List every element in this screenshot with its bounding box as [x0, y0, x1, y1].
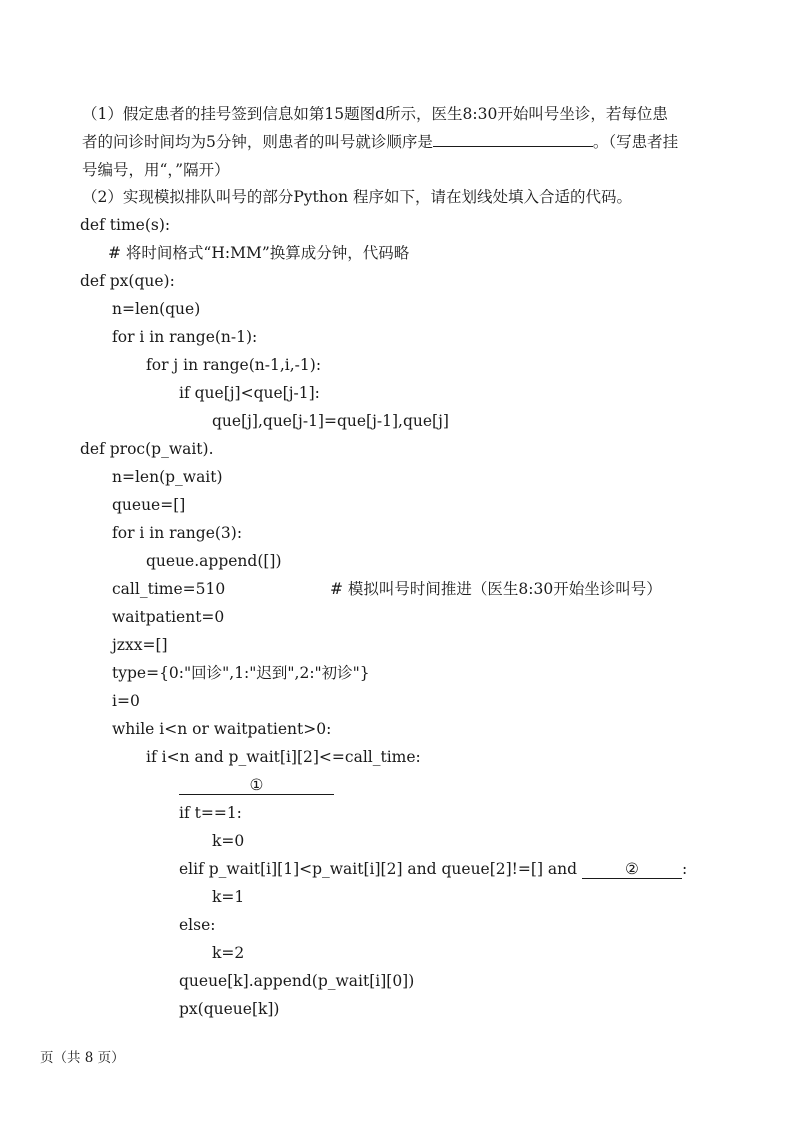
- question-part1-line3: 号编号，用“，”隔开）: [82, 161, 230, 179]
- question-part1-line2: [82, 130, 772, 154]
- code-line: k=0: [212, 832, 245, 850]
- code-line: [179, 774, 800, 796]
- code-line: k=1: [212, 888, 245, 906]
- question-part2-line: （2）实现模拟排队叫号的部分Python 程序如下，请在划线处填入合适的代码。: [82, 188, 633, 206]
- answer-blank-1: ①: [179, 776, 334, 795]
- code-line: call_time=510: [112, 580, 226, 598]
- answer-blank-2: ②: [582, 860, 682, 879]
- code-line: n=len(p_wait): [112, 468, 223, 486]
- question-part1-line1: （1）假定患者的挂号签到信息如第15题图d所示，医生8:30开始叫号坐诊，若每位患: [82, 105, 668, 123]
- code-line: else:: [179, 916, 216, 934]
- code-line: px(queue[k]): [179, 1000, 280, 1018]
- code-text: :: [682, 860, 688, 878]
- code-line: n=len(que): [112, 300, 201, 318]
- code-line: if i<n and p_wait[i][2]<=call_time:: [146, 748, 421, 766]
- code-line: queue.append([]): [146, 552, 282, 570]
- code-line: queue=[]: [112, 496, 186, 514]
- code-line: for j in range(n-1,i,-1):: [146, 356, 322, 374]
- code-line: for i in range(3):: [112, 524, 243, 542]
- question-part1-tail: 。（写患者挂: [592, 133, 679, 151]
- answer-blank-order: [433, 130, 593, 147]
- code-line: for i in range(n-1):: [112, 328, 258, 346]
- code-line: jzxx=[]: [112, 636, 168, 654]
- code-line: if t==1:: [179, 804, 242, 822]
- page-footer: 页（共 8 页）: [40, 1050, 125, 1066]
- code-line: i=0: [112, 692, 140, 710]
- question-part1-text: 者的问诊时间均为5分钟，则患者的叫号就诊顺序是: [82, 133, 433, 151]
- code-line: k=2: [212, 944, 245, 962]
- code-line: def px(que):: [80, 272, 175, 290]
- code-line: while i<n or waitpatient>0:: [112, 720, 332, 738]
- code-comment: # 将时间格式“H:MM”换算成分钟，代码略: [108, 244, 410, 262]
- code-line: def time(s):: [80, 216, 171, 234]
- code-line: type={0:"回诊",1:"迟到",2:"初诊"}: [112, 664, 370, 682]
- code-line: waitpatient=0: [112, 608, 225, 626]
- code-line: def proc(p_wait).: [80, 440, 214, 458]
- code-line: [179, 858, 800, 880]
- code-line: if que[j]<que[j-1]:: [179, 384, 320, 402]
- code-line: queue[k].append(p_wait[i][0]): [179, 972, 415, 990]
- code-comment: # 模拟叫号时间推进（医生8:30开始坐诊叫号）: [330, 580, 662, 598]
- code-text: elif p_wait[i][1]<p_wait[i][2] and queue[2]!=[] and: [179, 860, 582, 878]
- code-line: que[j],que[j-1]=que[j-1],que[j]: [212, 412, 449, 430]
